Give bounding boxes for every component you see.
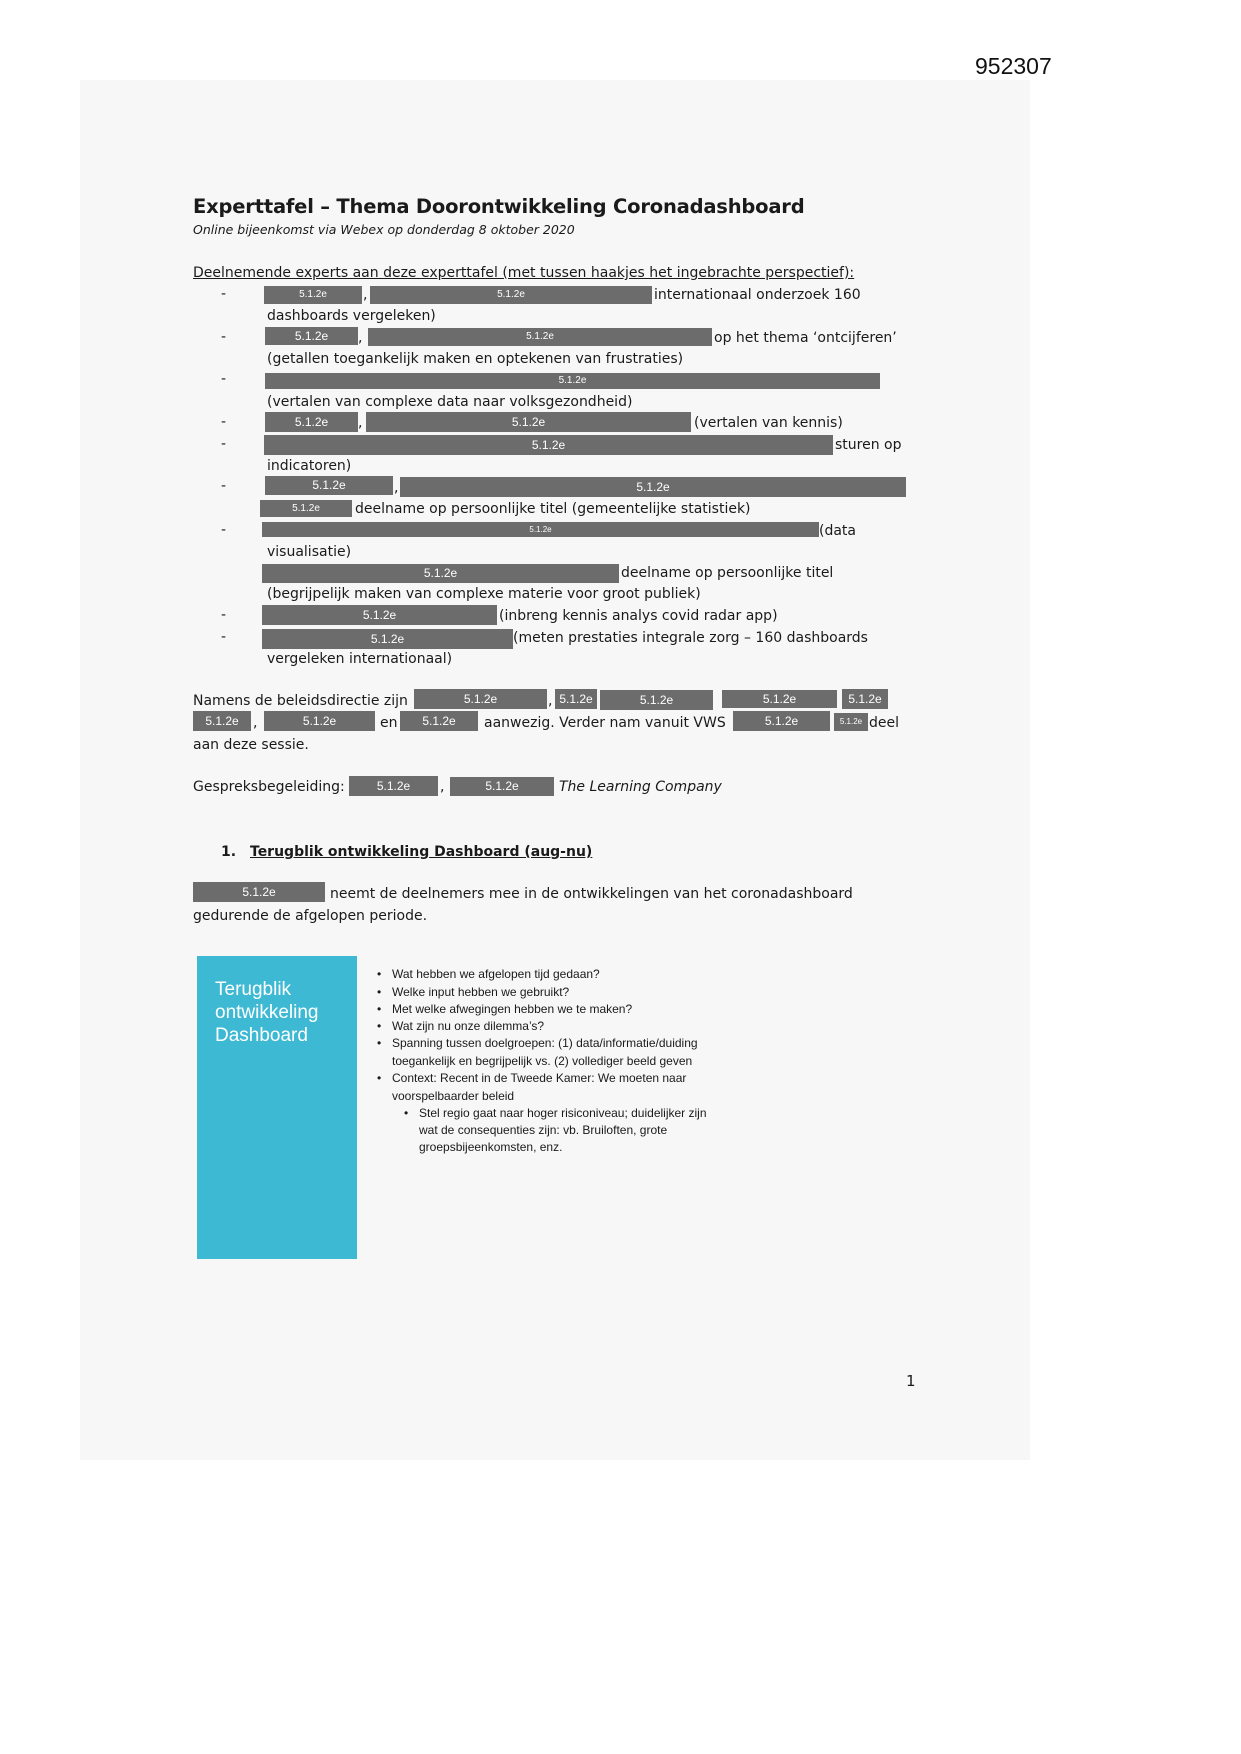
slide-bullet: • Wat hebben we afgelopen tijd gedaan?	[392, 966, 600, 983]
slide-title-panel	[197, 956, 357, 1259]
participant-text: sturen op	[835, 437, 902, 453]
redaction-box: 5.1.2e	[193, 882, 325, 902]
participant-text: deelname op persoonlijke titel (gemeentelijke statistiek)	[355, 501, 751, 517]
participant-text: (begrijpelijk maken van complexe materie voor groot publiek)	[267, 586, 701, 602]
comma: ,	[358, 415, 363, 431]
slide-bullet: • Context: Recent in de Tweede Kamer: We moeten naar	[392, 1070, 686, 1087]
sessie-text: aan deze sessie.	[193, 737, 309, 753]
body-text: neemt de deelnemers mee in de ontwikkelingen van het coronadashboard	[330, 886, 853, 902]
slide-bullet: • Spanning tussen doelgroepen: (1) data/informatie/duiding	[392, 1035, 698, 1052]
section-title: Terugblik ontwikkeling Dashboard (aug-nu)	[250, 844, 593, 860]
participant-text: (getallen toegankelijk maken en optekenen van frustraties)	[267, 351, 684, 367]
redaction-box: 5.1.2e	[370, 286, 652, 304]
slide-title: Terugblik ontwikkeling Dashboard	[215, 979, 319, 1046]
redaction-box: 5.1.2e	[834, 713, 868, 731]
company-name: The Learning Company	[559, 779, 722, 795]
participant-text: internationaal onderzoek 160	[654, 287, 861, 303]
slide-bullet: • Wat zijn nu onze dilemma’s?	[392, 1018, 544, 1035]
participant-text: deelname op persoonlijke titel	[621, 565, 834, 581]
redaction-box: 5.1.2e	[264, 711, 375, 731]
redaction-box: 5.1.2e	[265, 412, 358, 432]
participant-text: (inbreng kennis analys covid radar app)	[499, 608, 778, 624]
redaction-box: 5.1.2e	[265, 476, 393, 495]
participant-text: visualisatie)	[267, 544, 352, 560]
redaction-box: 5.1.2e	[262, 629, 513, 649]
redaction-box: 5.1.2e	[265, 327, 358, 345]
comma: ,	[253, 715, 258, 731]
document-title: Experttafel – Thema Doorontwikkeling Coronadashboard	[193, 195, 805, 218]
participant-text: vergeleken internationaal)	[267, 651, 453, 667]
redaction-box: 5.1.2e	[193, 711, 251, 731]
participant-text: dashboards vergeleken)	[267, 308, 436, 324]
redaction-box: 5.1.2e	[450, 777, 554, 796]
list-dash: -	[221, 629, 227, 645]
redaction-box: 5.1.2e	[400, 477, 906, 497]
redaction-box: 5.1.2e	[722, 690, 837, 708]
slide-sub-bullet-continued: groepsbijeenkomsten, enz.	[419, 1140, 563, 1154]
document-id: 952307	[975, 53, 1052, 79]
redaction-box: 5.1.2e	[414, 689, 547, 709]
slide-bullet: • Met welke afwegingen hebben we te maken?	[392, 1001, 632, 1018]
participant-text: (vertalen van kennis)	[694, 415, 843, 431]
participant-text: (meten prestaties integrale zorg – 160 dashboards	[513, 630, 868, 646]
en-text: en	[380, 715, 398, 731]
slide-sub-bullet-continued: wat de consequenties zijn: vb. Bruiloften, grote	[419, 1123, 668, 1137]
redaction-box: 5.1.2e	[366, 412, 691, 432]
list-dash: -	[221, 371, 227, 387]
redaction-box: 5.1.2e	[260, 500, 352, 517]
redaction-box: 5.1.2e	[262, 522, 819, 537]
list-dash: -	[221, 414, 227, 430]
comma: ,	[440, 779, 445, 795]
redaction-box: 5.1.2e	[842, 689, 888, 709]
list-dash: -	[221, 329, 227, 345]
redaction-box: 5.1.2e	[600, 690, 713, 710]
participant-text: op het thema ‘ontcijferen’	[714, 330, 897, 346]
slide-sub-bullet: • Stel regio gaat naar hoger risiconiveau; duidelijker zijn	[419, 1105, 707, 1122]
redaction-box: 5.1.2e	[733, 711, 830, 731]
list-dash: -	[221, 607, 227, 623]
redaction-box: 5.1.2e	[400, 711, 478, 731]
redaction-box: 5.1.2e	[368, 328, 712, 346]
participant-text: (vertalen van complexe data naar volksgezondheid)	[267, 394, 633, 410]
redaction-box: 5.1.2e	[262, 605, 497, 625]
slide-bullet-continued: toegankelijk en begrijpelijk vs. (2) vollediger beeld geven	[392, 1054, 693, 1068]
comma: ,	[358, 330, 363, 346]
slide-bullet: • Welke input hebben we gebruikt?	[392, 984, 569, 1001]
gespreks-label: Gespreksbegeleiding:	[193, 779, 345, 795]
redaction-box: 5.1.2e	[265, 373, 880, 389]
document-subtitle: Online bijeenkomst via Webex op donderdag 8 oktober 2020	[193, 222, 575, 237]
namens-text: Namens de beleidsdirectie zijn	[193, 693, 408, 709]
participant-text: indicatoren)	[267, 458, 352, 474]
redaction-box: 5.1.2e	[262, 564, 619, 583]
page-number: 1	[906, 1372, 916, 1390]
body-text: gedurende de afgelopen periode.	[193, 908, 428, 924]
list-dash: -	[221, 436, 227, 452]
section-number: 1.	[221, 844, 237, 860]
list-dash: -	[221, 478, 227, 494]
redaction-box: 5.1.2e	[264, 435, 833, 455]
list-dash: -	[221, 522, 227, 538]
comma: ,	[394, 480, 399, 496]
deel-text: deel	[869, 715, 900, 731]
slide-bullet-continued: voorspelbaarder beleid	[392, 1089, 515, 1103]
redaction-box: 5.1.2e	[555, 689, 597, 709]
list-dash: -	[221, 286, 227, 302]
participants-heading: Deelnemende experts aan deze experttafel (met tussen haakjes het ingebrachte perspectief):	[193, 265, 855, 281]
participant-text: (data	[819, 523, 856, 539]
redaction-box: 5.1.2e	[264, 286, 362, 304]
aanwezig-text: aanwezig. Verder nam vanuit VWS	[484, 715, 726, 731]
comma: ,	[363, 287, 368, 303]
redaction-box: 5.1.2e	[349, 776, 438, 796]
comma: ,	[548, 693, 553, 709]
